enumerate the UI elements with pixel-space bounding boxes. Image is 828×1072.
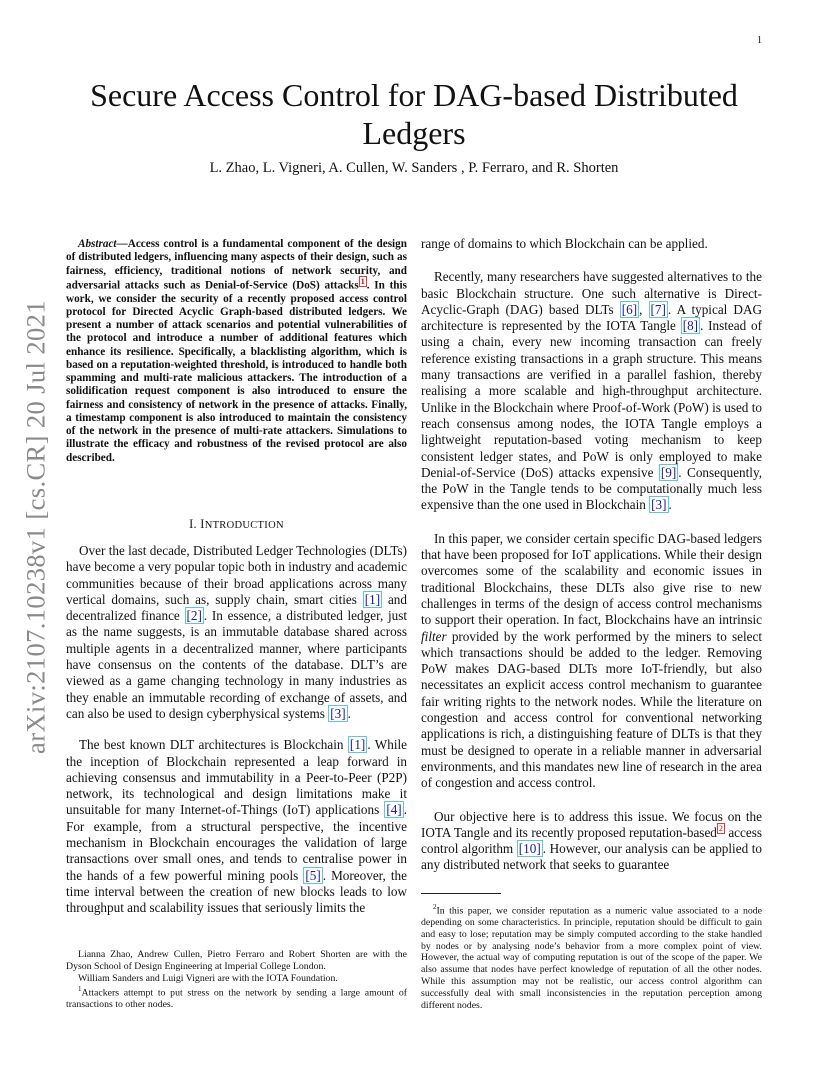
author-list: L. Zhao, L. Vigneri, A. Cullen, W. Sanders , P. Ferraro, and R. Shorten bbox=[209, 160, 619, 176]
continued-paragraph: range of domains to which Blockchain can be applied. bbox=[421, 236, 708, 251]
footnote-link-1[interactable]: 1 bbox=[360, 276, 365, 286]
intro-right-column bbox=[421, 236, 762, 874]
abstract-label: Abstract bbox=[78, 238, 117, 250]
footnote-1 bbox=[66, 984, 407, 1011]
citation-link[interactable]: [9] bbox=[660, 464, 677, 480]
citation-link[interactable]: [7] bbox=[650, 301, 666, 317]
citation-link[interactable]: [5] bbox=[305, 867, 321, 883]
page-number: 1 bbox=[757, 35, 762, 46]
citation-link[interactable]: [2] bbox=[186, 608, 202, 624]
left-footnotes bbox=[66, 949, 407, 1011]
footnote-1-text: Attackers attempt to put stress on the network by sending a large amount of transactions to other nodes. bbox=[66, 987, 407, 1011]
arxiv-identifier-stamp: arXiv:2107.10238v1 [cs.CR] 20 Jul 2021 bbox=[20, 300, 51, 754]
footnote-2-text: In this paper, we consider reputation as a numeric value associated to a node depending on some characteristics. In principle, reputation should be difficult to gain and easy to lose; reputation may be simply computed according to the stake handled by nodes or by analysing node’s behavior from a more complex point of view. However, the actual way of computing reputation is out of the scope of the paper. We also assume that nodes have perfect knowledge of reputation of all the other nodes. While this assumption may not be realistic, our access control algorithm can successfully deal with small inconsistencies in the reputation perception among different nodes. bbox=[421, 905, 762, 1011]
footnote-2 bbox=[421, 902, 762, 1011]
citation-link[interactable]: [1] bbox=[364, 591, 381, 607]
abstract-text-1: Access control is a fundamental component of the design of distributed ledgers, influencing many aspects of their design, such as fairness, efficiency, traditional notions of network security, and adversarial attacks such as Denial-of-Service (DoS) attacks bbox=[66, 238, 407, 292]
citation-link[interactable]: [3] bbox=[330, 705, 346, 721]
citation-link[interactable]: [6] bbox=[621, 301, 638, 317]
abstract bbox=[66, 238, 407, 465]
section-heading-introduction bbox=[66, 517, 407, 532]
abstract-text-2: . In this work, we consider the security of a recently proposed access control protocol for Directed Acyclic Graph-based distributed ledgers. We present a number of attack scenarios and potential vulnerabilities of the protocol and introduce a number of additional features which enhance its resilience. Specifically, a blacklisting algorithm, which is based on a reputation-weighted threshold, is introduced to handle both spamming and multi-rate malicious attackers. The introduction of a solidification request component is also introduced to ensure the fairness and consistency of network in the presence of attacks. Finally, a timestamp component is also introduced to maintain the consistency of the network in the presence of multi-rate attackers. Simulations to illustrate the efficacy and robustness of the revised protocol are also described. bbox=[66, 279, 407, 464]
citation-link[interactable]: [10] bbox=[518, 841, 541, 857]
citation-link[interactable]: [3] bbox=[651, 497, 667, 513]
footnote-link-2[interactable]: 2 bbox=[718, 824, 723, 834]
intro-paragraph-4: In this paper, we consider certain specific DAG-based ledgers that have been proposed for IoT applications. While their design overcomes some of the scalability and economic issues in traditional Blockchains, these DLTs also give rise to new challenges in terms of the design of access control mechanisms to support their operation. In fact, Blockchains have an intrinsic filter provided by the work performed by the miners to select which transactions should be added to the ledger. Removing PoW makes DAG-based DLTs more IoT-friendly, but also necessitates an explicit access control mechanism to guarantee fair writing rights to the network nodes. While the literature on congestion and access control for conventional networking applications is rich, a distinguishing feature of DLTs is that they must be designed to operate in a reliable manner in adversarial environments, and this mandates new line of research in the area of congestion and access control. bbox=[421, 530, 762, 791]
citation-link[interactable]: [4] bbox=[386, 802, 402, 818]
intro-paragraph-2: The best known DLT architectures is Blockchain [1] . While the inception of Blockchain represented a leap forward in achieving consensus and immutability in a Peer-to-Peer (P2P) network, its technological and design limitations make it unsuitable for many Internet-of-Things (IoT) applications [4] . For example, from a structural perspective, the incentive mechanism in Blockchain encourages the validation of large transactions over small ones, and tends to centralise power in the hands of a few powerful mining pools [5] . Moreover, the time interval between the creation of new blocks leads to low throughput and scalability issues that seriously limits the bbox=[66, 737, 408, 916]
emphasis-filter: filter bbox=[421, 628, 447, 644]
footnote-2-mark: 2 bbox=[433, 903, 437, 911]
paper-title: Secure Access Control for DAG-based Distributed Ledgers bbox=[90, 77, 738, 151]
section-number: I. bbox=[189, 517, 197, 531]
citation-link[interactable]: [8] bbox=[682, 318, 699, 334]
right-footnotes bbox=[421, 902, 762, 1011]
footnote-rule bbox=[421, 893, 501, 894]
affiliation-note-1: Lianna Zhao, Andrew Cullen, Pietro Ferraro and Robert Shorten are with the Dyson School of Design Engineering at Imperial College London. bbox=[66, 949, 407, 972]
intro-left-column bbox=[66, 543, 407, 917]
citation-link[interactable]: [1] bbox=[349, 737, 366, 753]
affiliation-note-2: William Sanders and Luigi Vigneri are with the IOTA Foundation. bbox=[78, 972, 338, 984]
section-title-initial: I bbox=[200, 517, 205, 531]
abstract-dash: — bbox=[116, 238, 128, 250]
intro-paragraph-3: Recently, many researchers have suggested alternatives to the basic Blockchain structure. One such alternative is Direct-Acyclic-Graph (DAG) based DLTs [6] , [7] . A typical DAG architecture is represented by the IOTA Tangle [8] . Instead of using a chain, every new incoming transaction can freely reference existing transactions in a graph structure. This means many transactions are verified in a parallel fashion, thereby realising a more scalable and high-throughput architecture. Unlike in the Blockchain where Proof-of-Work (PoW) is used to reach consensus among nodes, the IOTA Tangle employs a lightweight reputation-based voting mechanism to keep consistent ledger states, and PoW is only employed to make Denial-of-Service (DoS) attacks expensive [9] . Consequently, the PoW in the Tangle tends to be computationally much less expensive than the one used in Blockchain [3] . bbox=[421, 269, 763, 513]
intro-paragraph-5: Our objective here is to address this issue. We focus on the IOTA Tangle and its recently proposed reputation-based $^2$ access control algorithm [10] . However, our analysis can be applied to any distributed network that seeks to guarantee bbox=[421, 808, 762, 873]
footnote-1-mark: 1 bbox=[78, 985, 82, 994]
intro-paragraph-1: Over the last decade, Distributed Ledger Technologies (DLTs) have become a very popular topic both in industry and academic communities because of their broad applications across many vertical domains, such as, supply chain, smart cities [1] and decentralized finance [2] . In essence, a distributed ledger, just as the name suggests, is an immutable database shared across multiple agents in a decentralized manner, where participants have consensus on the contents of the database. DLT’s are viewed as a game changing technology in many industries as they enable an immutable recording of exchange of assets, and can also be used to design cyberphysical systems [3] . bbox=[66, 543, 407, 721]
section-title-rest: NTRODUCTION bbox=[204, 520, 284, 531]
